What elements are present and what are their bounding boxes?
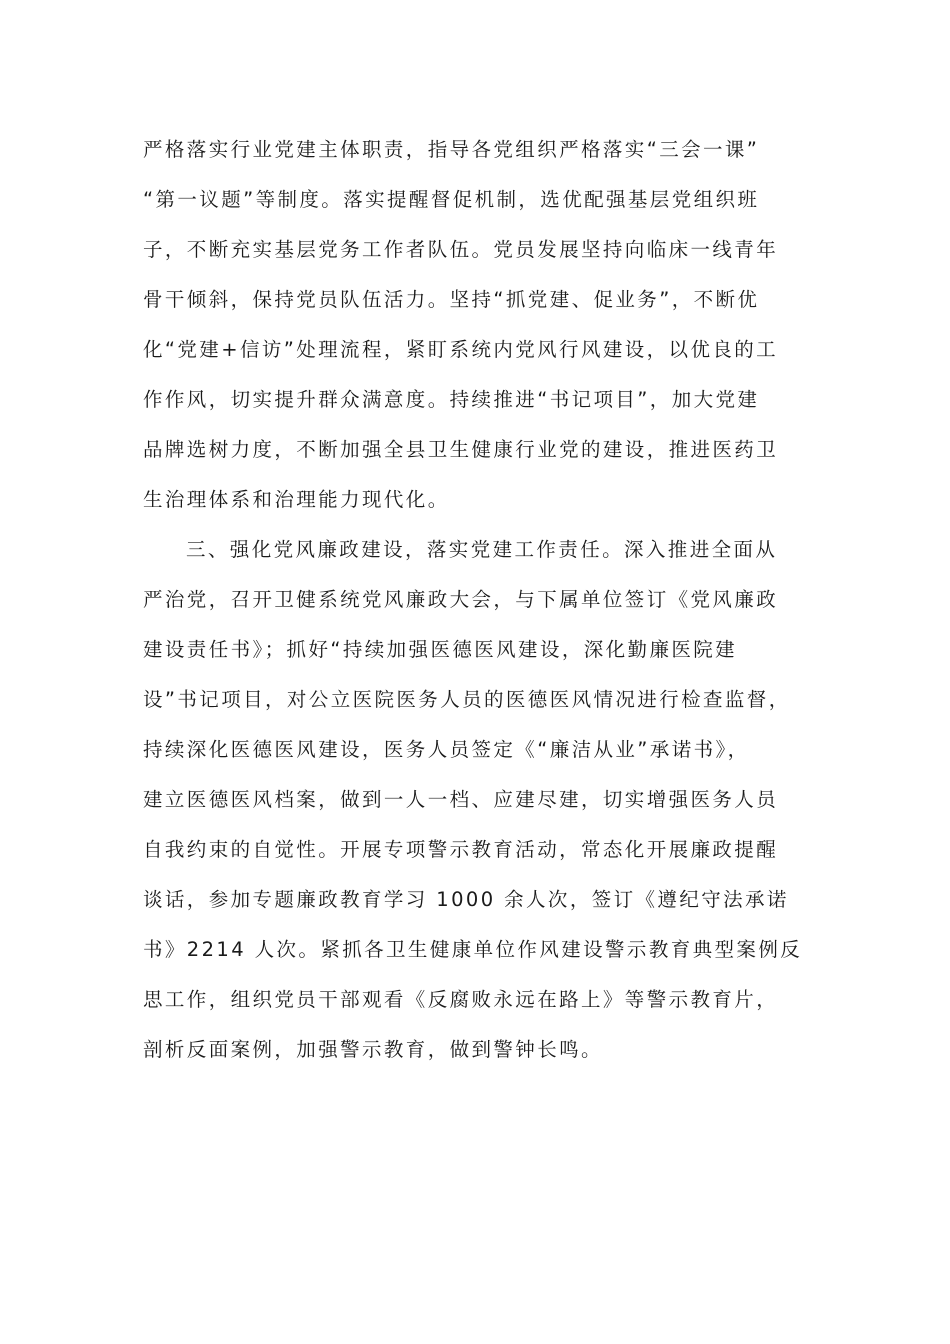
paragraph-line: 书》2214 人次。紧抓各卫生健康单位作风建设警示教育典型案例反 xyxy=(143,938,803,961)
paragraph-line: 剖析反面案例，加强警示教育，做到警钟长鸣。 xyxy=(143,1038,603,1061)
paragraph-line: 作作风，切实提升群众满意度。持续推进“书记项目”，加大党建 xyxy=(143,388,760,411)
paragraph-line: 骨干倾斜，保持党员队伍活力。坚持“抓党建、促业务”，不断优 xyxy=(143,288,760,311)
paragraph-line: 设”书记项目，对公立医院医务人员的医德医风情况进行检查监督， xyxy=(143,688,791,711)
paragraph-line: 生治理体系和治理能力现代化。 xyxy=(143,488,450,511)
paragraph-line: 化“党建+信访”处理流程，紧盯系统内党风行风建设，以优良的工 xyxy=(143,338,779,361)
paragraph-line: 建立医德医风档案，做到一人一档、应建尽建，切实增强医务人员 xyxy=(143,788,779,811)
paragraph-line: 思工作，组织党员干部观看《反腐败永远在路上》等警示教育片， xyxy=(143,988,779,1011)
paragraph-line: “第一议题”等制度。落实提醒督促机制，选优配强基层党组织班 xyxy=(143,188,760,211)
paragraph-line: 严格落实行业党建主体职责，指导各党组织严格落实“三会一课” xyxy=(143,138,760,161)
paragraph-line: 自我约束的自觉性。开展专项警示教育活动，常态化开展廉政提醒 xyxy=(143,838,779,861)
paragraph-line: 严治党，召开卫健系统党风廉政大会，与下属单位签订《党风廉政 xyxy=(143,588,779,611)
paragraph-line: 谈话，参加专题廉政教育学习 1000 余人次，签订《遵纪守法承诺 xyxy=(143,888,789,911)
paragraph-line: 建设责任书》；抓好“持续加强医德医风建设，深化勤廉医院建 xyxy=(143,638,738,661)
paragraph-line: 子，不断充实基层党务工作者队伍。党员发展坚持向临床一线青年 xyxy=(143,238,779,261)
paragraph-line: 三、强化党风廉政建设，落实党建工作责任。深入推进全面从 xyxy=(186,538,778,561)
paragraph-line: 持续深化医德医风建设，医务人员签定《“廉洁从业”承诺书》， xyxy=(143,738,750,761)
paragraph-line: 品牌选树力度，不断加强全县卫生健康行业党的建设，推进医药卫 xyxy=(143,438,779,461)
